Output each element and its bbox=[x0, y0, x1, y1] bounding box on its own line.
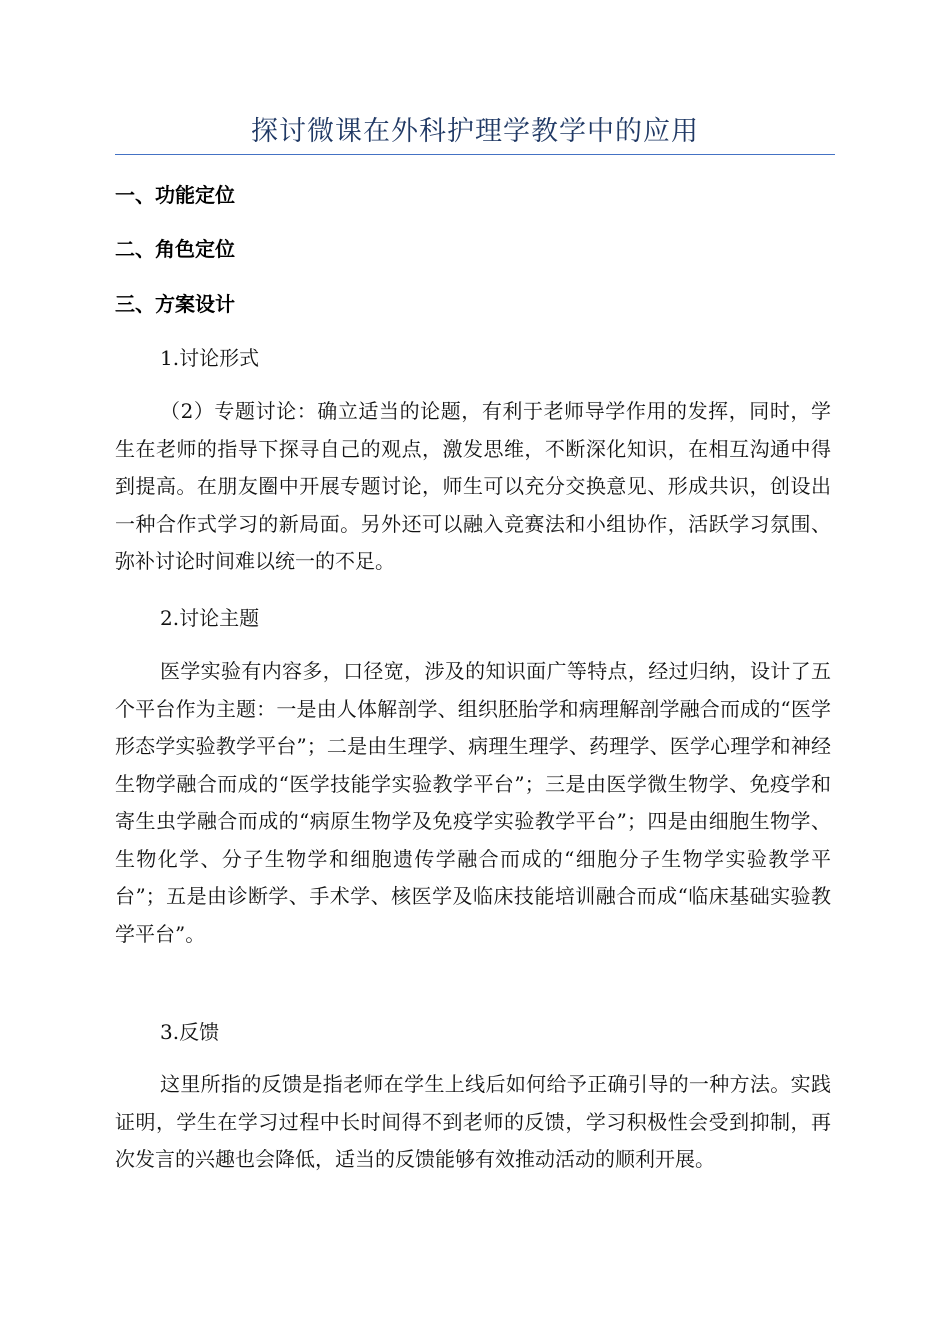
paragraph-five-platforms: 医学实验有内容多，口径宽，涉及的知识面广等特点，经过归纳，设计了五个平台作为主题：一是由人体解剖学、组织胚胎学和病理解剖学融合而成的“医学形态学实验教学平台”；二是由生理学、病理生理学、药理学、医学心理学和神经生物学融合而成的“医学技能学实验教学平台”；三是由医学微生物学、免疫学和寄生虫学融合而成的“病原生物学及免疫学实验教学平台”；四是由细胞生物学、生物化学、分子生物学和细胞遗传学融合而成的“细胞分子生物学实验教学平台”；五是由诊断学、手术学、核医学及临床技能培训融合而成“临床基础实验教学平台”。 bbox=[115, 659, 831, 946]
subheading-feedback: 3.反馈 bbox=[160, 1020, 220, 1044]
heading-plan-design: 三、方案设计 bbox=[115, 292, 235, 316]
title-underline bbox=[115, 154, 835, 155]
paragraph-topic-discussion: （2）专题讨论：确立适当的论题，有利于老师导学作用的发挥，同时，学生在老师的指导下探寻自己的观点，激发思维，不断深化知识，在相互沟通中得到提高。在朋友圈中开展专题讨论，师生可以充分交换意见、形成共识，创设出一种合作式学习的新局面。另外还可以融入竞赛法和小组协作，活跃学习氛围、弥补讨论时间难以统一的不足。 bbox=[115, 399, 831, 573]
heading-function-positioning: 一、功能定位 bbox=[115, 183, 235, 207]
heading-role-positioning: 二、角色定位 bbox=[115, 237, 235, 261]
subheading-discussion-theme: 2.讨论主题 bbox=[160, 606, 260, 630]
document-title: 探讨微课在外科护理学教学中的应用 bbox=[251, 116, 699, 147]
paragraph-feedback: 这里所指的反馈是指老师在学生上线后如何给予正确引导的一种方法。实践证明，学生在学习过程中长时间得不到老师的反馈，学习积极性会受到抑制，再次发言的兴趣也会降低，适当的反馈能够有效推动活动的顺利开展。 bbox=[115, 1072, 831, 1171]
subheading-discussion-format: 1.讨论形式 bbox=[160, 346, 260, 370]
